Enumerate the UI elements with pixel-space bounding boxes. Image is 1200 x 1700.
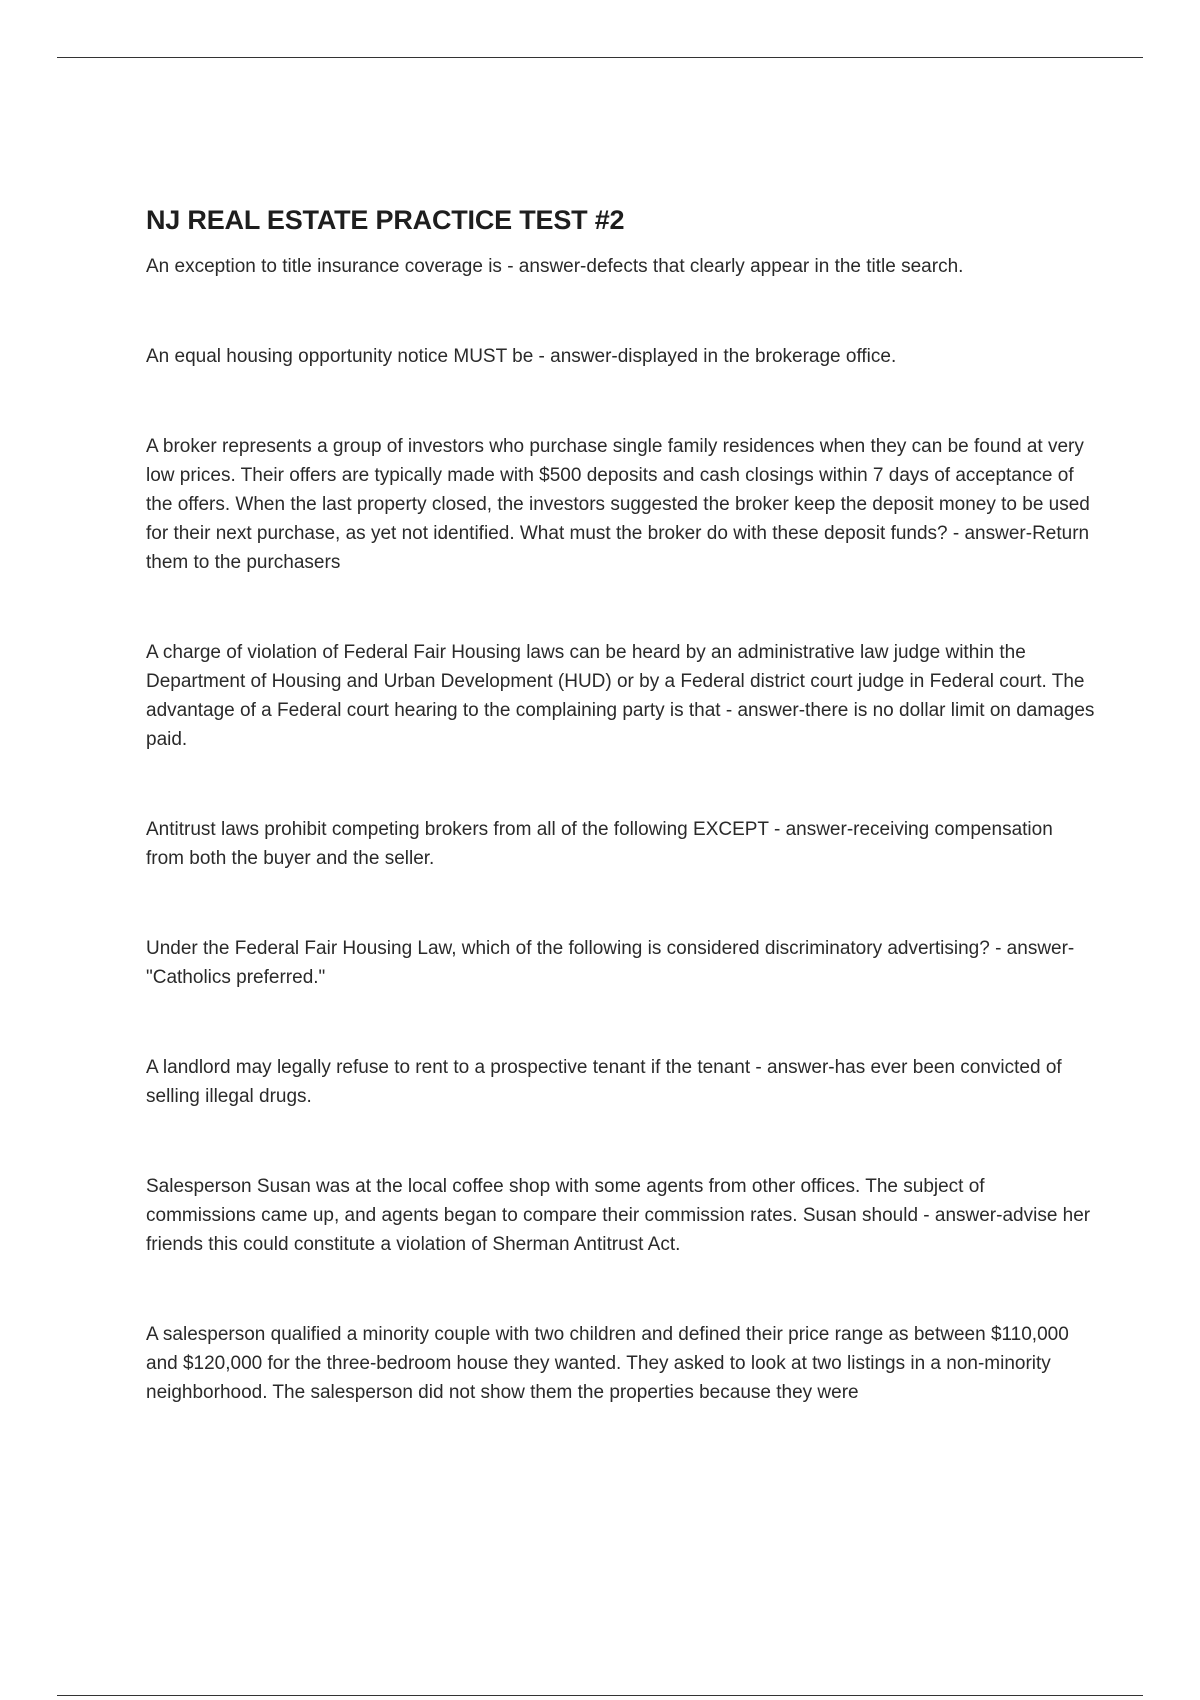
document-body <box>146 204 1096 1468</box>
question-answer-item: A landlord may legally refuse to rent to a prospective tenant if the tenant - answer-has ever been convicted of selling illegal drugs. <box>146 1057 1062 1108</box>
question-answer-item: Salesperson Susan was at the local coffee shop with some agents from other offices. The subject of commissions came up, and agents began to compare their commission rates. Susan should - answer-advise her friends this could constitute a violation of Sherman Antitrust Act. <box>146 1176 1091 1256</box>
question-answer-item: A salesperson qualified a minority couple with two children and defined their price range as between $110,000 and $120,000 for the three-bedroom house they wanted. They asked to look at two listings in a non-minority neighborhood. The salesperson did not show them the properties because they were <box>146 1324 1069 1404</box>
question-answer-item: Antitrust laws prohibit competing brokers from all of the following EXCEPT - answer-receiving compensation from both the buyer and the seller. <box>146 819 1053 870</box>
footer-rule <box>57 1695 1143 1696</box>
question-answer-item: A broker represents a group of investors who purchase single family residences when they can be found at very low prices. Their offers are typically made with $500 deposits and cash closings within 7 days of acceptance of the offers. When the last property closed, the investors suggested the broker keep the deposit money to be used for their next purchase, as yet not identified. What must the broker do with these deposit funds? - answer-Return them to the purchasers <box>146 436 1090 574</box>
question-answer-item: A charge of violation of Federal Fair Housing laws can be heard by an administrative law judge within the Department of Housing and Urban Development (HUD) or by a Federal district court judge in Federal court. The advantage of a Federal court hearing to the complaining party is that - answer-there is no dollar limit on damages paid. <box>146 642 1095 751</box>
header-rule <box>57 57 1143 58</box>
question-answer-item: Under the Federal Fair Housing Law, which of the following is considered discriminatory advertising? - answer-"Catholics preferred." <box>146 938 1075 989</box>
question-answer-item: An exception to title insurance coverage is - answer-defects that clearly appear in the title search. <box>146 256 964 278</box>
question-answer-item: An equal housing opportunity notice MUST be - answer-displayed in the brokerage office. <box>146 346 897 368</box>
page-title: NJ REAL ESTATE PRACTICE TEST #2 <box>146 205 625 235</box>
